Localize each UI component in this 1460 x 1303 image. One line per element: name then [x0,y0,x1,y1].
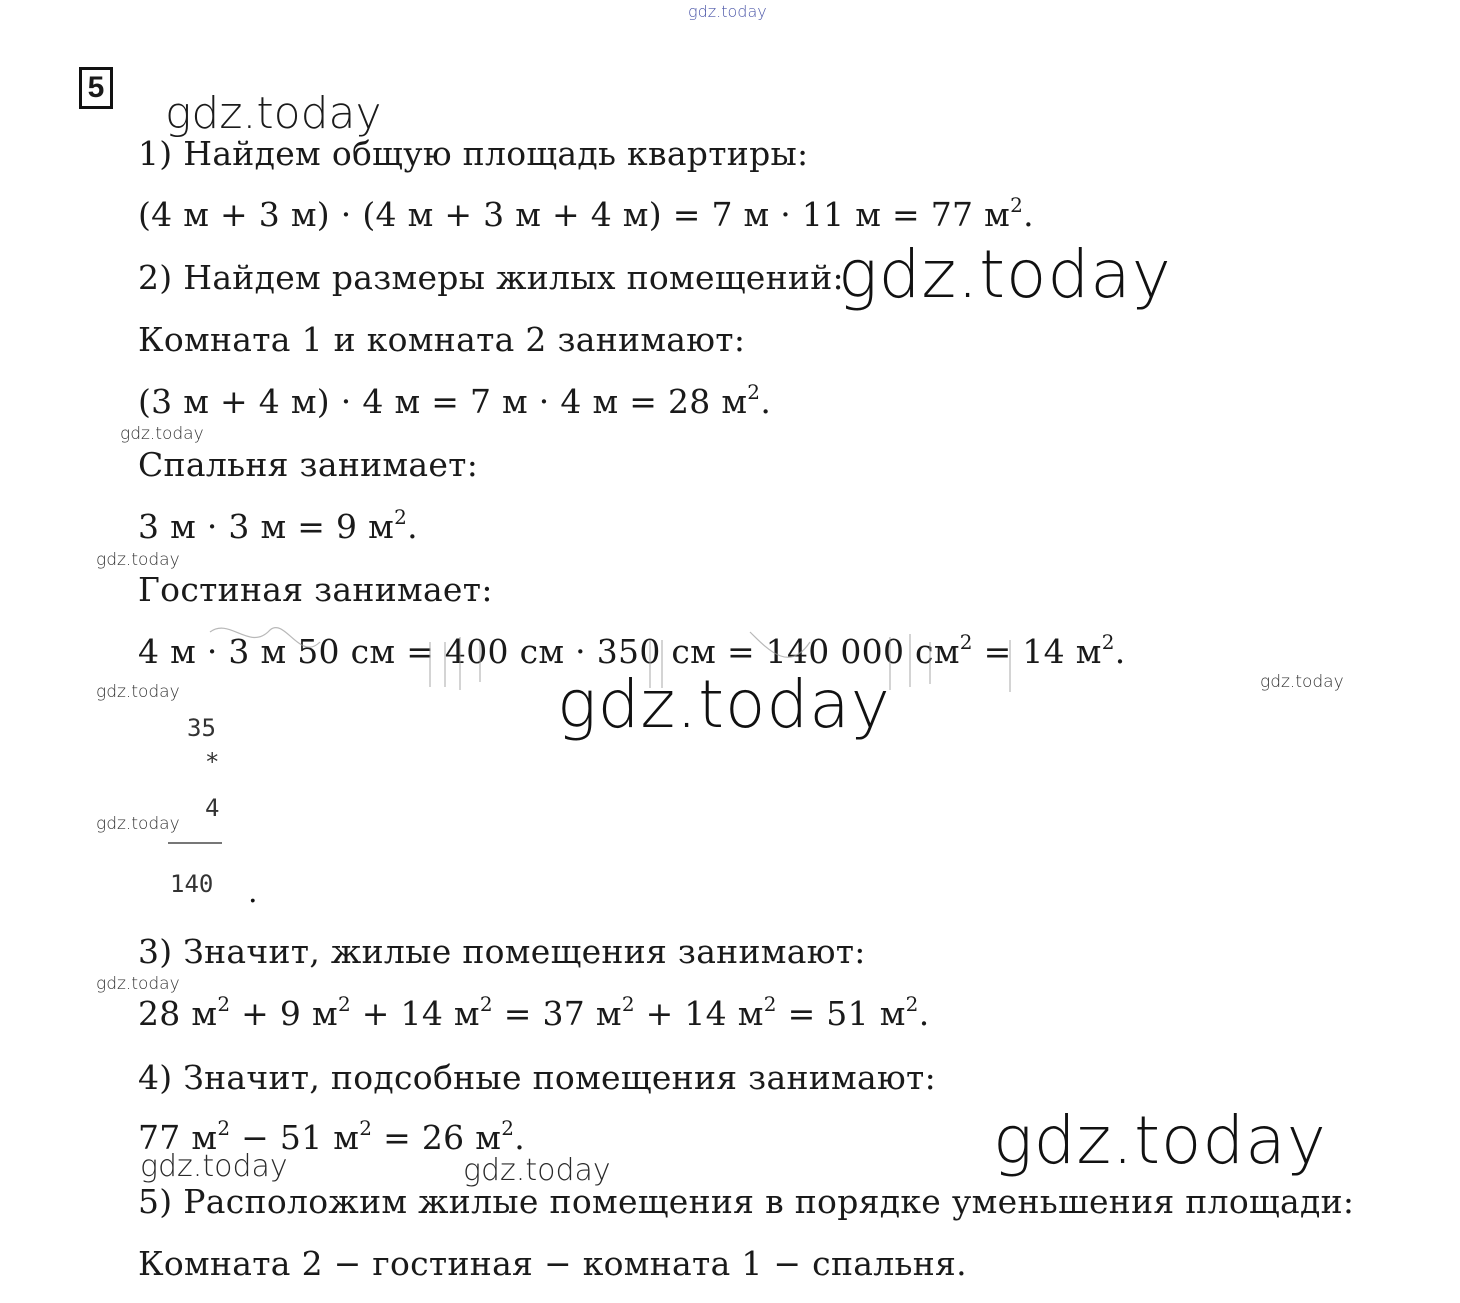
exponent: 2 [501,1116,515,1140]
formula-text: + 14 м [634,994,764,1033]
formula-rooms-1-2 [138,382,771,422]
exponent: 2 [621,992,635,1016]
watermark: gdz.today [96,814,180,834]
formula-living-area [138,994,930,1034]
step-1-heading: 1) Найдем общую площадь квартиры: [138,134,809,173]
calc-dot: . [248,875,258,910]
exponent: 2 [1010,193,1024,217]
calc-operator: * [205,748,220,776]
exponent: 2 [217,992,231,1016]
step-5-heading: 5) Расположим жилые помещения в порядке уменьшения площади: [138,1182,1355,1221]
watermark: gdz.today [96,682,180,702]
watermark: gdz.today [688,2,767,21]
exponent: 2 [359,1116,373,1140]
formula-text: (4 м + 3 м) · (4 м + 3 м + 4 м) = 7 м · 11 м = 77 м [138,195,1011,234]
formula-text: . [760,382,772,421]
formula-text: + 9 м [230,994,338,1033]
watermark: gdz.today [165,88,382,139]
exponent: 2 [905,992,919,1016]
watermark: gdz.today [557,666,891,743]
formula-text: . [918,994,930,1033]
formula-text: = 26 м [372,1118,502,1157]
watermark: gdz.today [993,1102,1327,1179]
exponent: 2 [1101,630,1115,654]
formula-text: = 37 м [492,994,622,1033]
bedroom-heading: Спальня занимает: [138,445,479,484]
formula-text: 28 м [138,994,218,1033]
watermark: gdz.today [120,424,204,444]
formula-text: − 51 м [230,1118,360,1157]
calc-operand-a: 35 [187,714,216,742]
exponent: 2 [959,630,973,654]
exponent: 2 [217,1116,231,1140]
step-4-heading: 4) Значит, подсобные помещения занимают: [138,1058,936,1097]
formula-bedroom [138,507,418,547]
exponent: 2 [394,505,408,529]
formula-living-room [138,632,1126,672]
formula-text: . [407,507,418,546]
formula-text: . [514,1118,526,1157]
calc-divider [168,842,222,844]
exponent: 2 [337,992,352,1016]
rooms-1-2-heading: Комната 1 и комната 2 занимают: [138,320,746,359]
watermark: gdz.today [1260,672,1344,692]
watermark: gdz.today [838,236,1172,313]
watermark: gdz.today [96,550,180,570]
exponent: 2 [479,992,493,1016]
formula-text: 4 м · 3 м 50 см = 400 см · 350 см = 140 000 см [138,632,960,671]
calc-result: 140 [170,870,214,898]
formula-text: + 14 м [351,994,480,1033]
step-2-heading: 2) Найдем размеры жилых помещений: [138,258,844,297]
watermark: gdz.today [96,974,180,994]
final-order: Комната 2 − гостиная − комната 1 − спальня. [138,1244,967,1283]
formula-text: 77 м [138,1118,218,1157]
formula-text: = 51 м [776,994,906,1033]
formula-text: (3 м + 4 м) · 4 м = 7 м · 4 м = 28 м [138,382,748,421]
calc-operand-b: 4 [205,794,220,822]
living-room-heading: Гостиная занимает: [138,570,493,609]
exponent: 2 [747,380,761,404]
watermark: gdz.today [463,1153,611,1188]
formula-text: . [1023,195,1034,234]
watermark: gdz.today [140,1149,288,1184]
formula-utility-area [138,1118,525,1158]
exponent: 2 [763,992,777,1016]
formula-text: . [1114,632,1126,671]
formula-text: = 14 м [972,632,1102,671]
task-number: 5 [79,67,113,109]
formula-text: 3 м · 3 м = 9 м [138,507,395,546]
step-3-heading: 3) Значит, жилые помещения занимают: [138,932,866,971]
formula-total-area [138,195,1034,235]
